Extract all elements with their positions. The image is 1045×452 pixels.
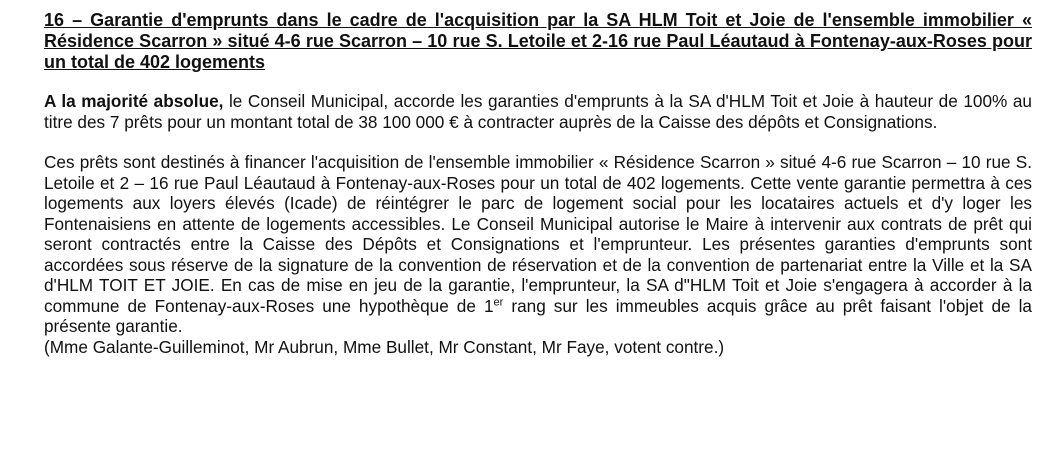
details-text-part2: rang sur les immeubles acquis grâce au prêt faisant l'objet de la présente garantie. <box>44 295 1032 336</box>
document-page <box>44 10 1032 357</box>
decision-text: le Conseil Municipal, accorde les garanties d'emprunts à la SA d'HLM Toit et Joie à hauteur de 100% au titre des 7 prêts pour un montant total de 38 100 000 € à contracter auprès de la Caisse des dépôts et Consignations. <box>44 91 1032 132</box>
deliberation-heading: 16 – Garantie d'emprunts dans le cadre de l'acquisition par la SA HLM Toit et Joie de l'ensemble immobilier « Résidence Scarron » situé 4-6 rue Scarron – 10 rue S. Letoile et 2-16 rue Paul Léautaud à Fontenay-aux-Roses pour un total de 402 logements <box>44 10 1032 72</box>
details-paragraph <box>44 152 1032 357</box>
ordinal-superscript: er <box>493 295 504 308</box>
votes-against-line: (Mme Galante-Guilleminot, Mr Aubrun, Mme Bullet, Mr Constant, Mr Faye, votent contre.) <box>44 336 725 357</box>
vote-majority-label: A la majorité absolue, <box>44 91 224 111</box>
decision-paragraph <box>44 91 1032 132</box>
details-text-part1: Ces prêts sont destinés à financer l'acquisition de l'ensemble immobilier « Résidence Scarron » situé 4-6 rue Scarron – 10 rue S. Letoile et 2 – 16 rue Paul Léautaud à Fontenay-aux-Roses pour un total de 402 logements. Cette vente garantie permettra à ces logements aux loyers élevés (Icade) de réintégrer le parc de logement social pour les locataires actuels et d'y loger les Fontenaisiens en attente de logements accessibles. Le Conseil Municipal autorise le Maire à intervenir aux contrats de prêt qui seront contractés entre la Caisse des Dépôts et Consignations et l'emprunteur. Les présentes garanties d'emprunts sont accordées sous réserve de la signature de la convention de réservation et de la convention de partenariat entre la Ville et la SA d'HLM TOIT ET JOIE. En cas de mise en jeu de la garantie, l'emprunteur, la SA d"HLM Toit et Joie s'engagera à accorder à la commune de Fontenay-aux-Roses une hypothèque de 1 <box>44 152 1032 316</box>
